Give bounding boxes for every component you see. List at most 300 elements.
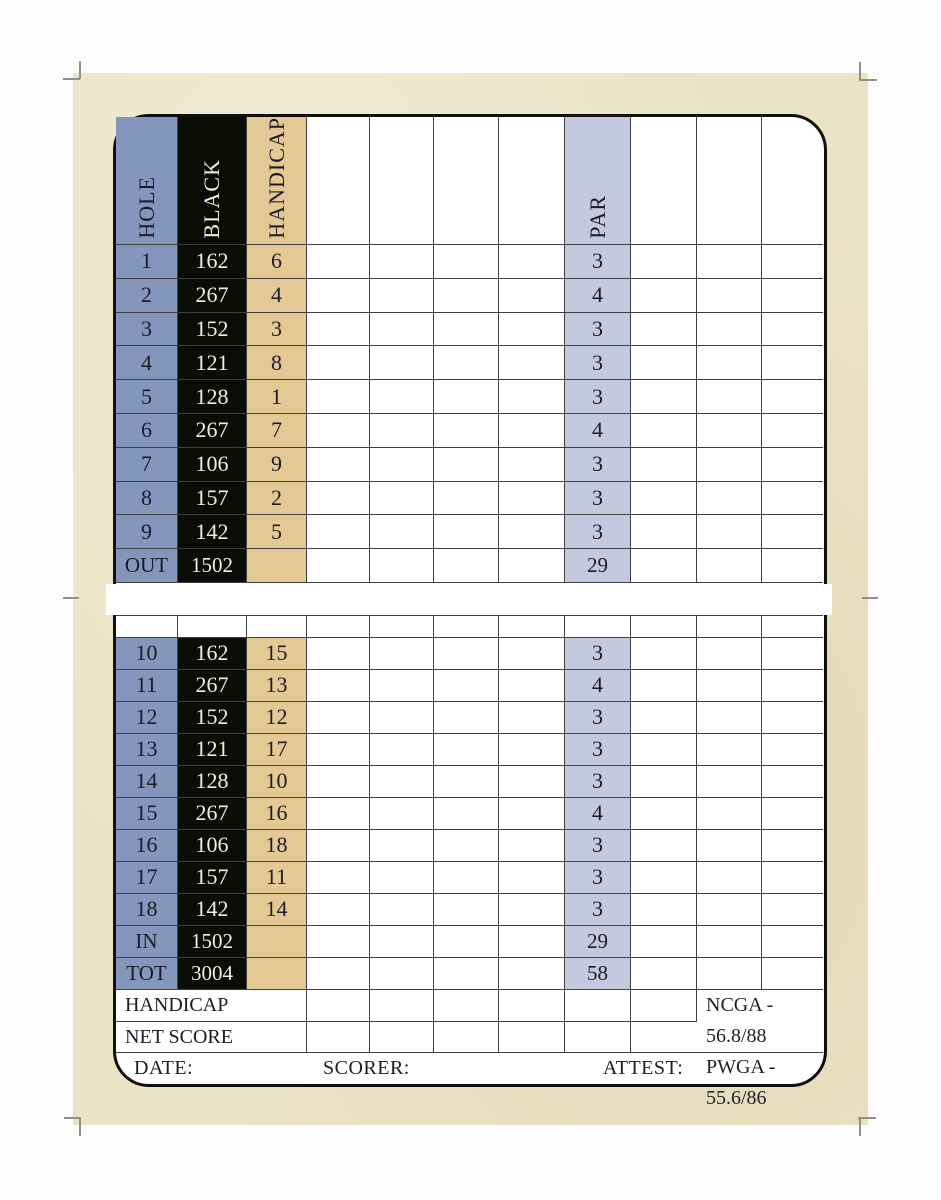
black-yardage-cell: 267 bbox=[178, 670, 247, 702]
hole-row bbox=[116, 313, 824, 347]
net-score-entry-cell bbox=[499, 1022, 565, 1053]
spacer-row bbox=[116, 615, 824, 638]
score-entry-cell bbox=[631, 549, 697, 583]
empty-cell bbox=[370, 615, 434, 638]
stroke-index-cell: 15 bbox=[247, 638, 307, 670]
score-entry-cell bbox=[434, 346, 499, 380]
stroke-index-cell: 1 bbox=[247, 380, 307, 414]
tot-handicap-cell bbox=[247, 958, 307, 990]
black-yardage-cell: 142 bbox=[178, 894, 247, 926]
black-yardage-cell: 157 bbox=[178, 862, 247, 894]
score-entry-cell bbox=[762, 958, 823, 990]
out-yardage-cell: 1502 bbox=[178, 549, 247, 583]
score-entry-cell bbox=[499, 414, 565, 448]
black-tee-column-header bbox=[178, 117, 247, 245]
score-entry-cell bbox=[697, 346, 762, 380]
score-entry-cell bbox=[370, 482, 434, 516]
player-column-header bbox=[434, 117, 499, 245]
score-entry-cell bbox=[762, 346, 823, 380]
score-entry-cell bbox=[697, 702, 762, 734]
score-entry-cell bbox=[762, 734, 823, 766]
hole-number-cell: 15 bbox=[116, 798, 178, 830]
front-nine-rows bbox=[116, 245, 824, 549]
score-entry-cell bbox=[307, 414, 370, 448]
attest-label: ATTEST: bbox=[603, 1056, 684, 1079]
course-ratings-cell bbox=[697, 990, 823, 1109]
score-entry-cell bbox=[307, 346, 370, 380]
signature-row bbox=[116, 1053, 824, 1084]
score-entry-cell bbox=[631, 313, 697, 347]
black-yardage-cell: 121 bbox=[178, 346, 247, 380]
stroke-index-cell: 11 bbox=[247, 862, 307, 894]
score-entry-cell bbox=[434, 638, 499, 670]
stroke-index-cell: 10 bbox=[247, 766, 307, 798]
score-entry-cell bbox=[631, 862, 697, 894]
score-entry-cell bbox=[762, 414, 823, 448]
score-entry-cell bbox=[631, 766, 697, 798]
score-entry-cell bbox=[762, 926, 823, 958]
score-entry-cell bbox=[499, 798, 565, 830]
player-column-header bbox=[697, 117, 762, 245]
black-yardage-cell: 142 bbox=[178, 515, 247, 549]
score-entry-cell bbox=[370, 380, 434, 414]
score-entry-cell bbox=[499, 515, 565, 549]
scorer-label: SCORER: bbox=[323, 1056, 410, 1079]
par-cell: 4 bbox=[565, 670, 631, 702]
score-entry-cell bbox=[307, 448, 370, 482]
pwga-rating: PWGA - 55.6/86 bbox=[706, 1055, 776, 1109]
score-entry-cell bbox=[434, 862, 499, 894]
empty-cell bbox=[116, 615, 178, 638]
empty-cell bbox=[307, 615, 370, 638]
black-yardage-cell: 162 bbox=[178, 638, 247, 670]
score-entry-cell bbox=[370, 549, 434, 583]
par-cell: 3 bbox=[565, 515, 631, 549]
par-cell: 4 bbox=[565, 414, 631, 448]
score-entry-cell bbox=[697, 313, 762, 347]
score-entry-cell bbox=[631, 279, 697, 313]
black-yardage-cell: 121 bbox=[178, 734, 247, 766]
handicap-entry-cell bbox=[434, 990, 499, 1022]
score-entry-cell bbox=[697, 766, 762, 798]
hole-row bbox=[116, 766, 824, 798]
hole-number-cell: 18 bbox=[116, 894, 178, 926]
score-entry-cell bbox=[499, 830, 565, 862]
score-entry-cell bbox=[307, 926, 370, 958]
score-entry-cell bbox=[499, 734, 565, 766]
crop-mark bbox=[859, 62, 861, 80]
par-cell: 3 bbox=[565, 862, 631, 894]
score-entry-cell bbox=[434, 670, 499, 702]
black-yardage-cell: 152 bbox=[178, 313, 247, 347]
par-cell: 3 bbox=[565, 830, 631, 862]
par-cell: 3 bbox=[565, 702, 631, 734]
score-entry-cell bbox=[631, 830, 697, 862]
in-label-cell: IN bbox=[116, 926, 178, 958]
black-yardage-cell: 267 bbox=[178, 414, 247, 448]
score-entry-cell bbox=[434, 549, 499, 583]
hole-row bbox=[116, 638, 824, 670]
score-entry-cell bbox=[499, 926, 565, 958]
ncga-rating: NCGA - 56.8/88 bbox=[706, 993, 774, 1047]
score-entry-cell bbox=[434, 245, 499, 279]
hole-row bbox=[116, 346, 824, 380]
black-yardage-cell: 152 bbox=[178, 702, 247, 734]
crop-mark bbox=[859, 1117, 861, 1136]
par-cell: 4 bbox=[565, 279, 631, 313]
score-entry-cell bbox=[434, 380, 499, 414]
empty-cell bbox=[631, 615, 697, 638]
net-score-entry-cell bbox=[370, 1022, 434, 1053]
par-cell: 3 bbox=[565, 766, 631, 798]
crop-mark bbox=[859, 79, 877, 81]
score-entry-cell bbox=[697, 862, 762, 894]
score-entry-cell bbox=[762, 515, 823, 549]
score-entry-cell bbox=[434, 702, 499, 734]
score-entry-cell bbox=[499, 894, 565, 926]
score-entry-cell bbox=[307, 702, 370, 734]
black-yardage-cell: 128 bbox=[178, 766, 247, 798]
score-entry-cell bbox=[631, 414, 697, 448]
score-entry-cell bbox=[631, 380, 697, 414]
hole-number-cell: 12 bbox=[116, 702, 178, 734]
score-entry-cell bbox=[434, 766, 499, 798]
handicap-column-label: HANDICAP bbox=[263, 117, 289, 239]
score-entry-cell bbox=[631, 638, 697, 670]
score-entry-cell bbox=[631, 798, 697, 830]
in-total-row bbox=[116, 926, 824, 958]
score-entry-cell bbox=[434, 830, 499, 862]
score-entry-cell bbox=[307, 830, 370, 862]
stroke-index-cell: 4 bbox=[247, 279, 307, 313]
score-entry-cell bbox=[499, 549, 565, 583]
score-entry-cell bbox=[434, 926, 499, 958]
score-entry-cell bbox=[499, 862, 565, 894]
score-entry-cell bbox=[697, 894, 762, 926]
player-column-header bbox=[370, 117, 434, 245]
handicap-entry-cell bbox=[370, 990, 434, 1022]
crop-mark bbox=[79, 1117, 81, 1136]
score-entry-cell bbox=[370, 313, 434, 347]
score-entry-cell bbox=[307, 734, 370, 766]
hole-row bbox=[116, 380, 824, 414]
hole-number-cell: 2 bbox=[116, 279, 178, 313]
par-cell: 3 bbox=[565, 734, 631, 766]
score-entry-cell bbox=[307, 766, 370, 798]
player-column-header bbox=[307, 117, 370, 245]
score-entry-cell bbox=[370, 926, 434, 958]
score-entry-cell bbox=[499, 482, 565, 516]
score-entry-cell bbox=[697, 279, 762, 313]
handicap-entry-cell bbox=[499, 990, 565, 1022]
score-entry-cell bbox=[631, 245, 697, 279]
handicap-column-header bbox=[247, 117, 307, 245]
par-column-label: PAR bbox=[584, 195, 610, 239]
hole-row bbox=[116, 894, 824, 926]
score-entry-cell bbox=[631, 734, 697, 766]
score-entry-cell bbox=[434, 515, 499, 549]
score-entry-cell bbox=[307, 279, 370, 313]
score-entry-cell bbox=[370, 958, 434, 990]
hole-number-cell: 17 bbox=[116, 862, 178, 894]
score-entry-cell bbox=[499, 958, 565, 990]
score-entry-cell bbox=[434, 448, 499, 482]
crop-mark bbox=[858, 1117, 876, 1119]
score-entry-cell bbox=[370, 414, 434, 448]
black-yardage-cell: 267 bbox=[178, 279, 247, 313]
date-label: DATE: bbox=[134, 1056, 194, 1079]
score-entry-cell bbox=[370, 346, 434, 380]
score-entry-cell bbox=[697, 734, 762, 766]
stroke-index-cell: 3 bbox=[247, 313, 307, 347]
hole-column-label: HOLE bbox=[133, 176, 159, 239]
hole-row bbox=[116, 734, 824, 766]
black-yardage-cell: 267 bbox=[178, 798, 247, 830]
score-entry-cell bbox=[499, 380, 565, 414]
score-entry-cell bbox=[307, 638, 370, 670]
hole-number-cell: 13 bbox=[116, 734, 178, 766]
score-entry-cell bbox=[631, 515, 697, 549]
score-entry-cell bbox=[762, 279, 823, 313]
hole-number-cell: 9 bbox=[116, 515, 178, 549]
out-par-cell: 29 bbox=[565, 549, 631, 583]
handicap-entry-cell bbox=[307, 990, 370, 1022]
score-entry-cell bbox=[697, 670, 762, 702]
score-entry-cell bbox=[499, 313, 565, 347]
player-column-header bbox=[499, 117, 565, 245]
score-entry-cell bbox=[499, 702, 565, 734]
hole-number-cell: 1 bbox=[116, 245, 178, 279]
score-entry-cell bbox=[762, 448, 823, 482]
par-cell: 3 bbox=[565, 894, 631, 926]
score-entry-cell bbox=[370, 702, 434, 734]
score-entry-cell bbox=[307, 380, 370, 414]
hole-row bbox=[116, 798, 824, 830]
score-entry-cell bbox=[370, 245, 434, 279]
score-entry-cell bbox=[370, 279, 434, 313]
crop-mark bbox=[64, 1117, 80, 1119]
hole-row bbox=[116, 515, 824, 549]
net-score-entry-cell bbox=[565, 1022, 631, 1053]
score-entry-cell bbox=[631, 346, 697, 380]
score-entry-cell bbox=[762, 830, 823, 862]
score-entry-cell bbox=[697, 515, 762, 549]
hole-number-cell: 14 bbox=[116, 766, 178, 798]
stroke-index-cell: 2 bbox=[247, 482, 307, 516]
score-entry-cell bbox=[307, 894, 370, 926]
fold-strip bbox=[106, 584, 832, 615]
black-tee-column-label: BLACK bbox=[199, 159, 224, 239]
score-entry-cell bbox=[762, 702, 823, 734]
handicap-row-label: HANDICAP bbox=[116, 990, 307, 1022]
score-entry-cell bbox=[762, 245, 823, 279]
score-entry-cell bbox=[370, 670, 434, 702]
par-cell: 4 bbox=[565, 798, 631, 830]
score-entry-cell bbox=[499, 245, 565, 279]
hole-row bbox=[116, 482, 824, 516]
score-entry-cell bbox=[631, 926, 697, 958]
player-column-header bbox=[631, 117, 697, 245]
stroke-index-cell: 7 bbox=[247, 414, 307, 448]
score-entry-cell bbox=[697, 926, 762, 958]
score-entry-cell bbox=[434, 798, 499, 830]
score-entry-cell bbox=[762, 638, 823, 670]
score-entry-cell bbox=[307, 958, 370, 990]
header-row bbox=[116, 117, 824, 245]
score-entry-cell bbox=[499, 346, 565, 380]
grand-total-row bbox=[116, 958, 824, 990]
black-yardage-cell: 106 bbox=[178, 448, 247, 482]
score-entry-cell bbox=[370, 515, 434, 549]
hole-column-header bbox=[116, 117, 178, 245]
score-entry-cell bbox=[762, 798, 823, 830]
score-entry-cell bbox=[762, 549, 823, 583]
in-handicap-cell bbox=[247, 926, 307, 958]
empty-cell bbox=[247, 615, 307, 638]
hole-number-cell: 3 bbox=[116, 313, 178, 347]
empty-cell bbox=[434, 615, 499, 638]
stroke-index-cell: 6 bbox=[247, 245, 307, 279]
score-entry-cell bbox=[370, 766, 434, 798]
score-entry-cell bbox=[434, 734, 499, 766]
score-entry-cell bbox=[697, 798, 762, 830]
score-entry-cell bbox=[697, 448, 762, 482]
par-cell: 3 bbox=[565, 313, 631, 347]
score-entry-cell bbox=[762, 862, 823, 894]
score-entry-cell bbox=[434, 894, 499, 926]
tot-par-cell: 58 bbox=[565, 958, 631, 990]
empty-cell bbox=[178, 615, 247, 638]
score-entry-cell bbox=[697, 245, 762, 279]
score-entry-cell bbox=[697, 482, 762, 516]
score-entry-cell bbox=[762, 766, 823, 798]
score-entry-cell bbox=[434, 313, 499, 347]
hole-number-cell: 5 bbox=[116, 380, 178, 414]
score-entry-cell bbox=[697, 549, 762, 583]
handicap-entry-cell bbox=[631, 990, 697, 1022]
net-score-entry-cell bbox=[631, 1022, 697, 1053]
empty-cell bbox=[697, 615, 762, 638]
par-cell: 3 bbox=[565, 380, 631, 414]
out-label-cell: OUT bbox=[116, 549, 178, 583]
score-entry-cell bbox=[697, 958, 762, 990]
score-entry-cell bbox=[762, 482, 823, 516]
score-entry-cell bbox=[434, 279, 499, 313]
score-entry-cell bbox=[434, 414, 499, 448]
hole-number-cell: 11 bbox=[116, 670, 178, 702]
hole-row bbox=[116, 862, 824, 894]
score-entry-cell bbox=[631, 670, 697, 702]
par-cell: 3 bbox=[565, 245, 631, 279]
stroke-index-cell: 14 bbox=[247, 894, 307, 926]
score-entry-cell bbox=[631, 702, 697, 734]
score-entry-cell bbox=[370, 862, 434, 894]
score-entry-cell bbox=[499, 279, 565, 313]
crop-mark bbox=[63, 78, 80, 80]
par-cell: 3 bbox=[565, 482, 631, 516]
hole-number-cell: 8 bbox=[116, 482, 178, 516]
in-par-cell: 29 bbox=[565, 926, 631, 958]
score-entry-cell bbox=[762, 894, 823, 926]
par-cell: 3 bbox=[565, 346, 631, 380]
hole-row bbox=[116, 830, 824, 862]
tot-yardage-cell: 3004 bbox=[178, 958, 247, 990]
score-entry-cell bbox=[499, 448, 565, 482]
empty-cell bbox=[499, 615, 565, 638]
hole-row bbox=[116, 279, 824, 313]
par-cell: 3 bbox=[565, 448, 631, 482]
score-entry-cell bbox=[434, 958, 499, 990]
net-score-entry-cell bbox=[307, 1022, 370, 1053]
hole-number-cell: 16 bbox=[116, 830, 178, 862]
score-entry-cell bbox=[370, 798, 434, 830]
hole-row bbox=[116, 245, 824, 279]
hole-number-cell: 6 bbox=[116, 414, 178, 448]
score-entry-cell bbox=[762, 380, 823, 414]
hole-row bbox=[116, 414, 824, 448]
score-entry-cell bbox=[370, 638, 434, 670]
stroke-index-cell: 17 bbox=[247, 734, 307, 766]
score-entry-cell bbox=[307, 670, 370, 702]
black-yardage-cell: 106 bbox=[178, 830, 247, 862]
crop-mark bbox=[79, 61, 81, 79]
score-entry-cell bbox=[631, 448, 697, 482]
stroke-index-cell: 16 bbox=[247, 798, 307, 830]
in-yardage-cell: 1502 bbox=[178, 926, 247, 958]
net-score-entry-cell bbox=[434, 1022, 499, 1053]
black-yardage-cell: 157 bbox=[178, 482, 247, 516]
hole-number-cell: 10 bbox=[116, 638, 178, 670]
hole-row bbox=[116, 448, 824, 482]
score-entry-cell bbox=[370, 830, 434, 862]
stroke-index-cell: 13 bbox=[247, 670, 307, 702]
score-entry-cell bbox=[697, 638, 762, 670]
empty-cell bbox=[762, 615, 823, 638]
hole-row bbox=[116, 702, 824, 734]
out-total-row bbox=[116, 549, 824, 583]
empty-cell bbox=[565, 615, 631, 638]
net-score-row-label: NET SCORE bbox=[116, 1022, 307, 1053]
score-entry-cell bbox=[307, 862, 370, 894]
score-entry-cell bbox=[307, 549, 370, 583]
score-entry-cell bbox=[307, 515, 370, 549]
back-nine-rows bbox=[116, 638, 824, 926]
handicap-entry-cell bbox=[565, 990, 631, 1022]
score-entry-cell bbox=[499, 670, 565, 702]
score-entry-cell bbox=[762, 313, 823, 347]
score-entry-cell bbox=[499, 766, 565, 798]
stroke-index-cell: 5 bbox=[247, 515, 307, 549]
score-entry-cell bbox=[370, 734, 434, 766]
score-entry-cell bbox=[434, 482, 499, 516]
par-cell: 3 bbox=[565, 638, 631, 670]
score-entry-cell bbox=[697, 414, 762, 448]
score-entry-cell bbox=[697, 830, 762, 862]
par-column-header bbox=[565, 117, 631, 245]
hole-row bbox=[116, 670, 824, 702]
black-yardage-cell: 162 bbox=[178, 245, 247, 279]
fold-tick-mark bbox=[862, 597, 878, 599]
score-entry-cell bbox=[307, 313, 370, 347]
stroke-index-cell: 9 bbox=[247, 448, 307, 482]
tot-label-cell: TOT bbox=[116, 958, 178, 990]
score-entry-cell bbox=[631, 482, 697, 516]
score-entry-cell bbox=[499, 638, 565, 670]
score-entry-cell bbox=[307, 482, 370, 516]
stroke-index-cell: 12 bbox=[247, 702, 307, 734]
stroke-index-cell: 18 bbox=[247, 830, 307, 862]
score-entry-cell bbox=[631, 894, 697, 926]
